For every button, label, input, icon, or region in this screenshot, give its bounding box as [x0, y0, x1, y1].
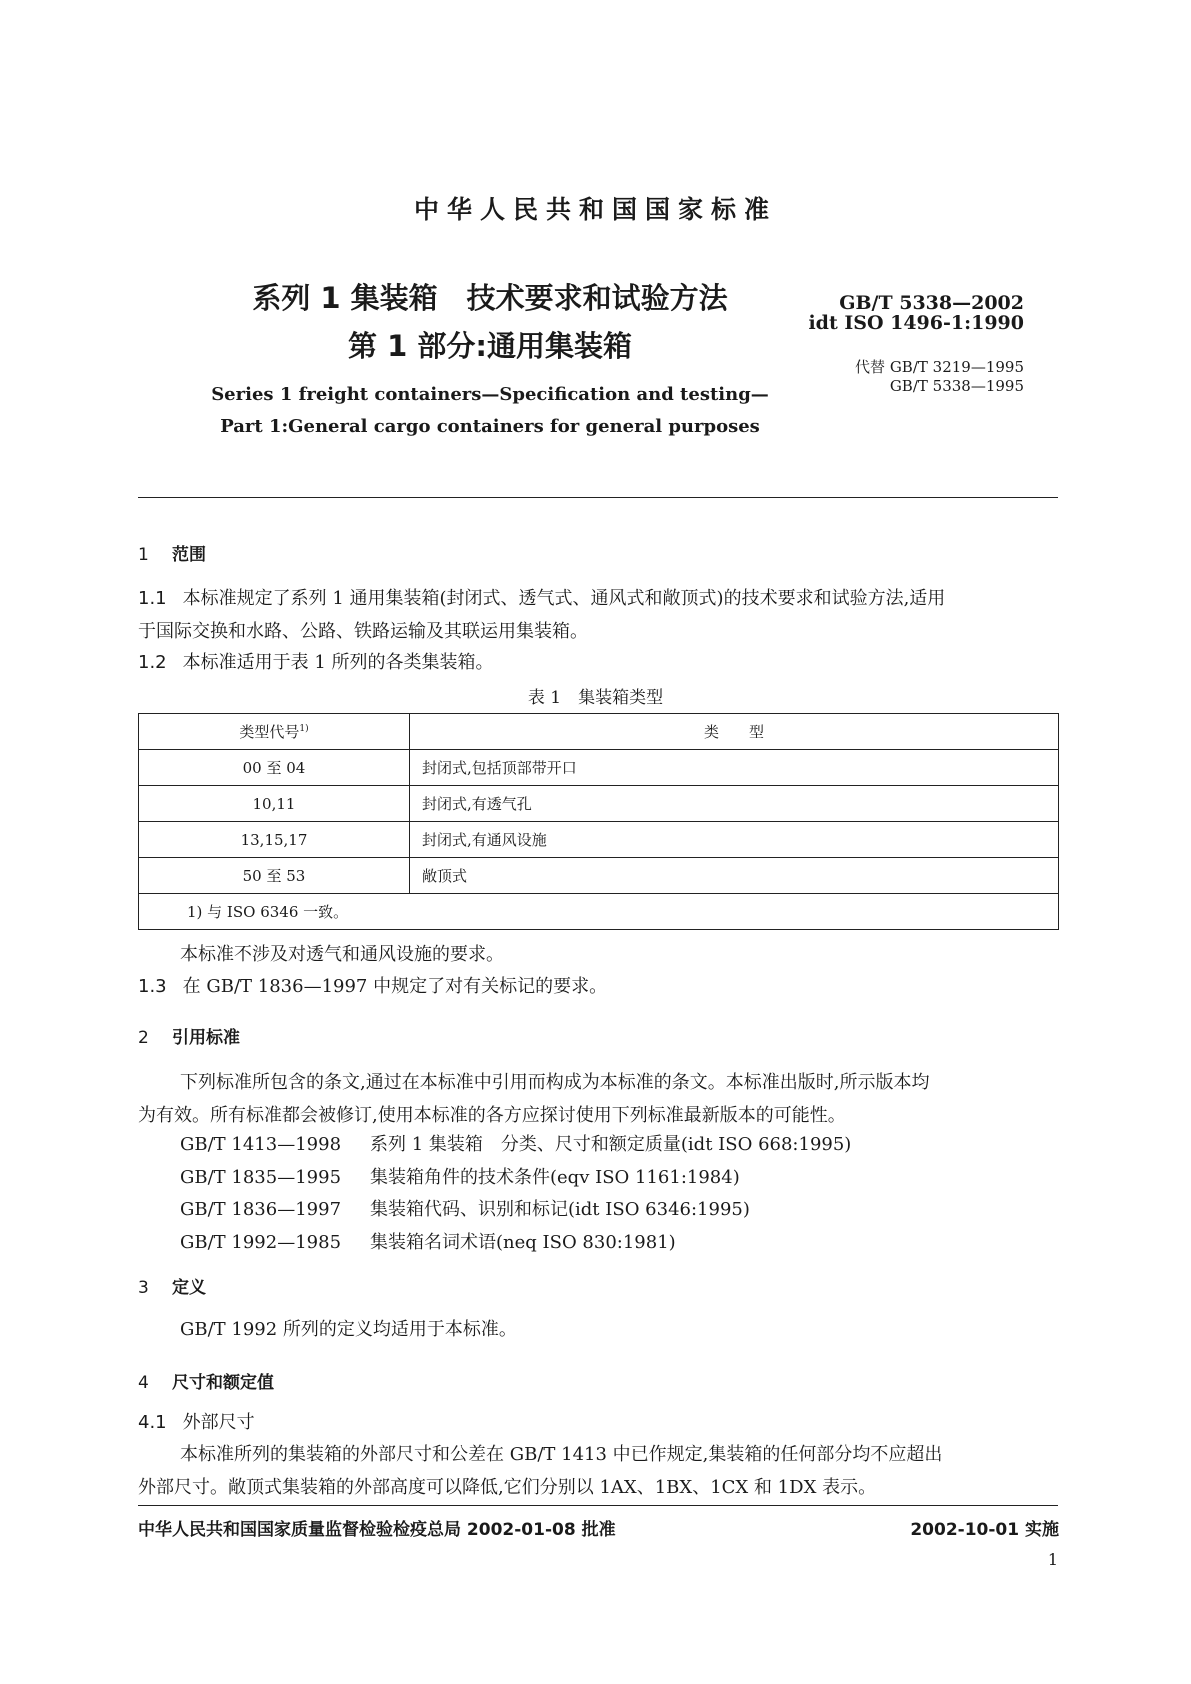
reference-title: 集装箱代码、识别和标记(idt ISO 6346:1995) — [370, 1199, 750, 1220]
table-caption: 表 1 集装箱类型 — [527, 688, 664, 708]
header-divider — [138, 497, 1058, 498]
footnote-marker: 1) — [299, 724, 309, 734]
type-code-cell: 00 至 04 — [139, 750, 410, 786]
table-row — [139, 750, 1059, 786]
type-code-cell: 13,15,17 — [139, 822, 410, 858]
paragraph-line: 下列标准所包含的条文,通过在本标准中引用而构成为本标准的条文。本标准出版时,所示版本均 — [180, 1072, 930, 1093]
page-number: 1 — [1047, 1550, 1058, 1569]
en-title-line2: Part 1:General cargo containers for general purposes — [220, 416, 760, 437]
paragraph-1-1 — [138, 582, 1058, 648]
table-row — [139, 858, 1059, 894]
clause-text: 本标准规定了系列 1 通用集装箱(封闭式、透气式、通风式和敞顶式)的技术要求和试验方法,适用 — [182, 588, 946, 609]
en-title-line1: Series 1 freight containers—Specification and testing— — [211, 384, 769, 405]
type-cell: 封闭式,包括顶部带开口 — [410, 750, 1059, 786]
reference-code: GB/T 1413—1998 — [180, 1134, 342, 1155]
section-3-heading — [138, 1273, 206, 1298]
type-cell: 封闭式,有通风设施 — [410, 822, 1059, 858]
type-cell: 封闭式,有透气孔 — [410, 786, 1059, 822]
org-title: 中华人民共和国国家标准 — [413, 195, 777, 224]
container-types-table — [138, 713, 1059, 930]
header-type: 类 型 — [410, 714, 1059, 750]
table-footnote: 1) 与 ISO 6346 一致。 — [139, 894, 1059, 930]
clause-number: 1.2 — [138, 652, 167, 673]
paragraph-1-3 — [138, 970, 1058, 1003]
section-title: 引用标准 — [172, 1028, 240, 1048]
paragraph-line: 本标准所列的集装箱的外部尺寸和公差在 GB/T 1413 中已作规定,集装箱的任何部分均不应超出 — [180, 1444, 943, 1465]
paragraph-3: GB/T 1992 所列的定义均适用于本标准。 — [180, 1319, 517, 1340]
clause-number: 1.3 — [138, 976, 167, 997]
replaces-line1: 代替 GB/T 3219—1995 — [855, 358, 1024, 376]
standard-code: GB/T 5338—2002 — [839, 292, 1024, 314]
table-row — [139, 822, 1059, 858]
clause-text: 本标准适用于表 1 所列的各类集装箱。 — [182, 652, 494, 673]
type-cell: 敞顶式 — [410, 858, 1059, 894]
reference-title: 集装箱角件的技术条件(eqv ISO 1161:1984) — [370, 1167, 740, 1188]
reference-item — [180, 1195, 750, 1221]
replaces-line2: GB/T 5338—1995 — [889, 377, 1024, 395]
table-note-row — [139, 894, 1059, 930]
clause-text: 在 GB/T 1836—1997 中规定了对有关标记的要求。 — [182, 976, 608, 997]
section-1-heading — [138, 540, 206, 565]
reference-item — [180, 1163, 740, 1189]
clause-number: 4.1 — [138, 1412, 167, 1433]
cn-title-line2: 第 1 部分:通用集装箱 — [348, 329, 632, 363]
section-2-heading — [138, 1023, 240, 1048]
clause-number: 1.1 — [138, 588, 167, 609]
paragraph-line: 为有效。所有标准都会被修订,使用本标准的各方应探讨使用下列标准最新版本的可能性。 — [138, 1105, 846, 1126]
reference-item — [180, 1228, 676, 1254]
paragraph-1-2 — [138, 646, 1058, 679]
table-header-row — [139, 714, 1059, 750]
section-number: 4 — [138, 1373, 149, 1393]
implementation-date: 2002-10-01 实施 — [910, 1520, 1059, 1540]
header-type-code: 类型代号$^{1)}$ — [139, 714, 410, 750]
paragraph-after-table: 本标准不涉及对透气和通风设施的要求。 — [180, 944, 504, 965]
idt-reference: idt ISO 1496-1:1990 — [808, 312, 1024, 334]
reference-item — [180, 1130, 851, 1156]
cn-title-line1: 系列 1 集装箱 技术要求和试验方法 — [252, 281, 728, 315]
table-row — [139, 786, 1059, 822]
section-number: 2 — [138, 1028, 149, 1048]
reference-code: GB/T 1992—1985 — [180, 1232, 342, 1253]
approval-line: 中华人民共和国国家质量监督检验检疫总局 2002-01-08 批准 — [138, 1520, 616, 1540]
paragraph-line: 外部尺寸。敞顶式集装箱的外部高度可以降低,它们分别以 1AX、1BX、1CX 和 1DX 表示。 — [138, 1477, 877, 1498]
footer-divider — [138, 1505, 1058, 1506]
reference-code: GB/T 1836—1997 — [180, 1199, 342, 1220]
type-code-cell: 50 至 53 — [139, 858, 410, 894]
clause-text-continued: 于国际交换和水路、公路、铁路运输及其联运用集装箱。 — [138, 621, 588, 642]
reference-code: GB/T 1835—1995 — [180, 1167, 342, 1188]
section-title: 尺寸和额定值 — [172, 1373, 274, 1393]
clause-title: 外部尺寸 — [182, 1412, 255, 1433]
paragraph-4-1 — [138, 1438, 1058, 1504]
type-code-cell: 10,11 — [139, 786, 410, 822]
section-title: 范围 — [172, 545, 206, 565]
section-4-heading — [138, 1368, 274, 1393]
clause-4-1-heading — [138, 1406, 1058, 1439]
section-title: 定义 — [172, 1278, 206, 1298]
reference-title: 系列 1 集装箱 分类、尺寸和额定质量(idt ISO 668:1995) — [370, 1134, 852, 1155]
section-number: 1 — [138, 545, 149, 565]
section-number: 3 — [138, 1278, 149, 1298]
reference-title: 集装箱名词术语(neq ISO 830:1981) — [370, 1232, 676, 1253]
paragraph-2 — [138, 1066, 1058, 1132]
